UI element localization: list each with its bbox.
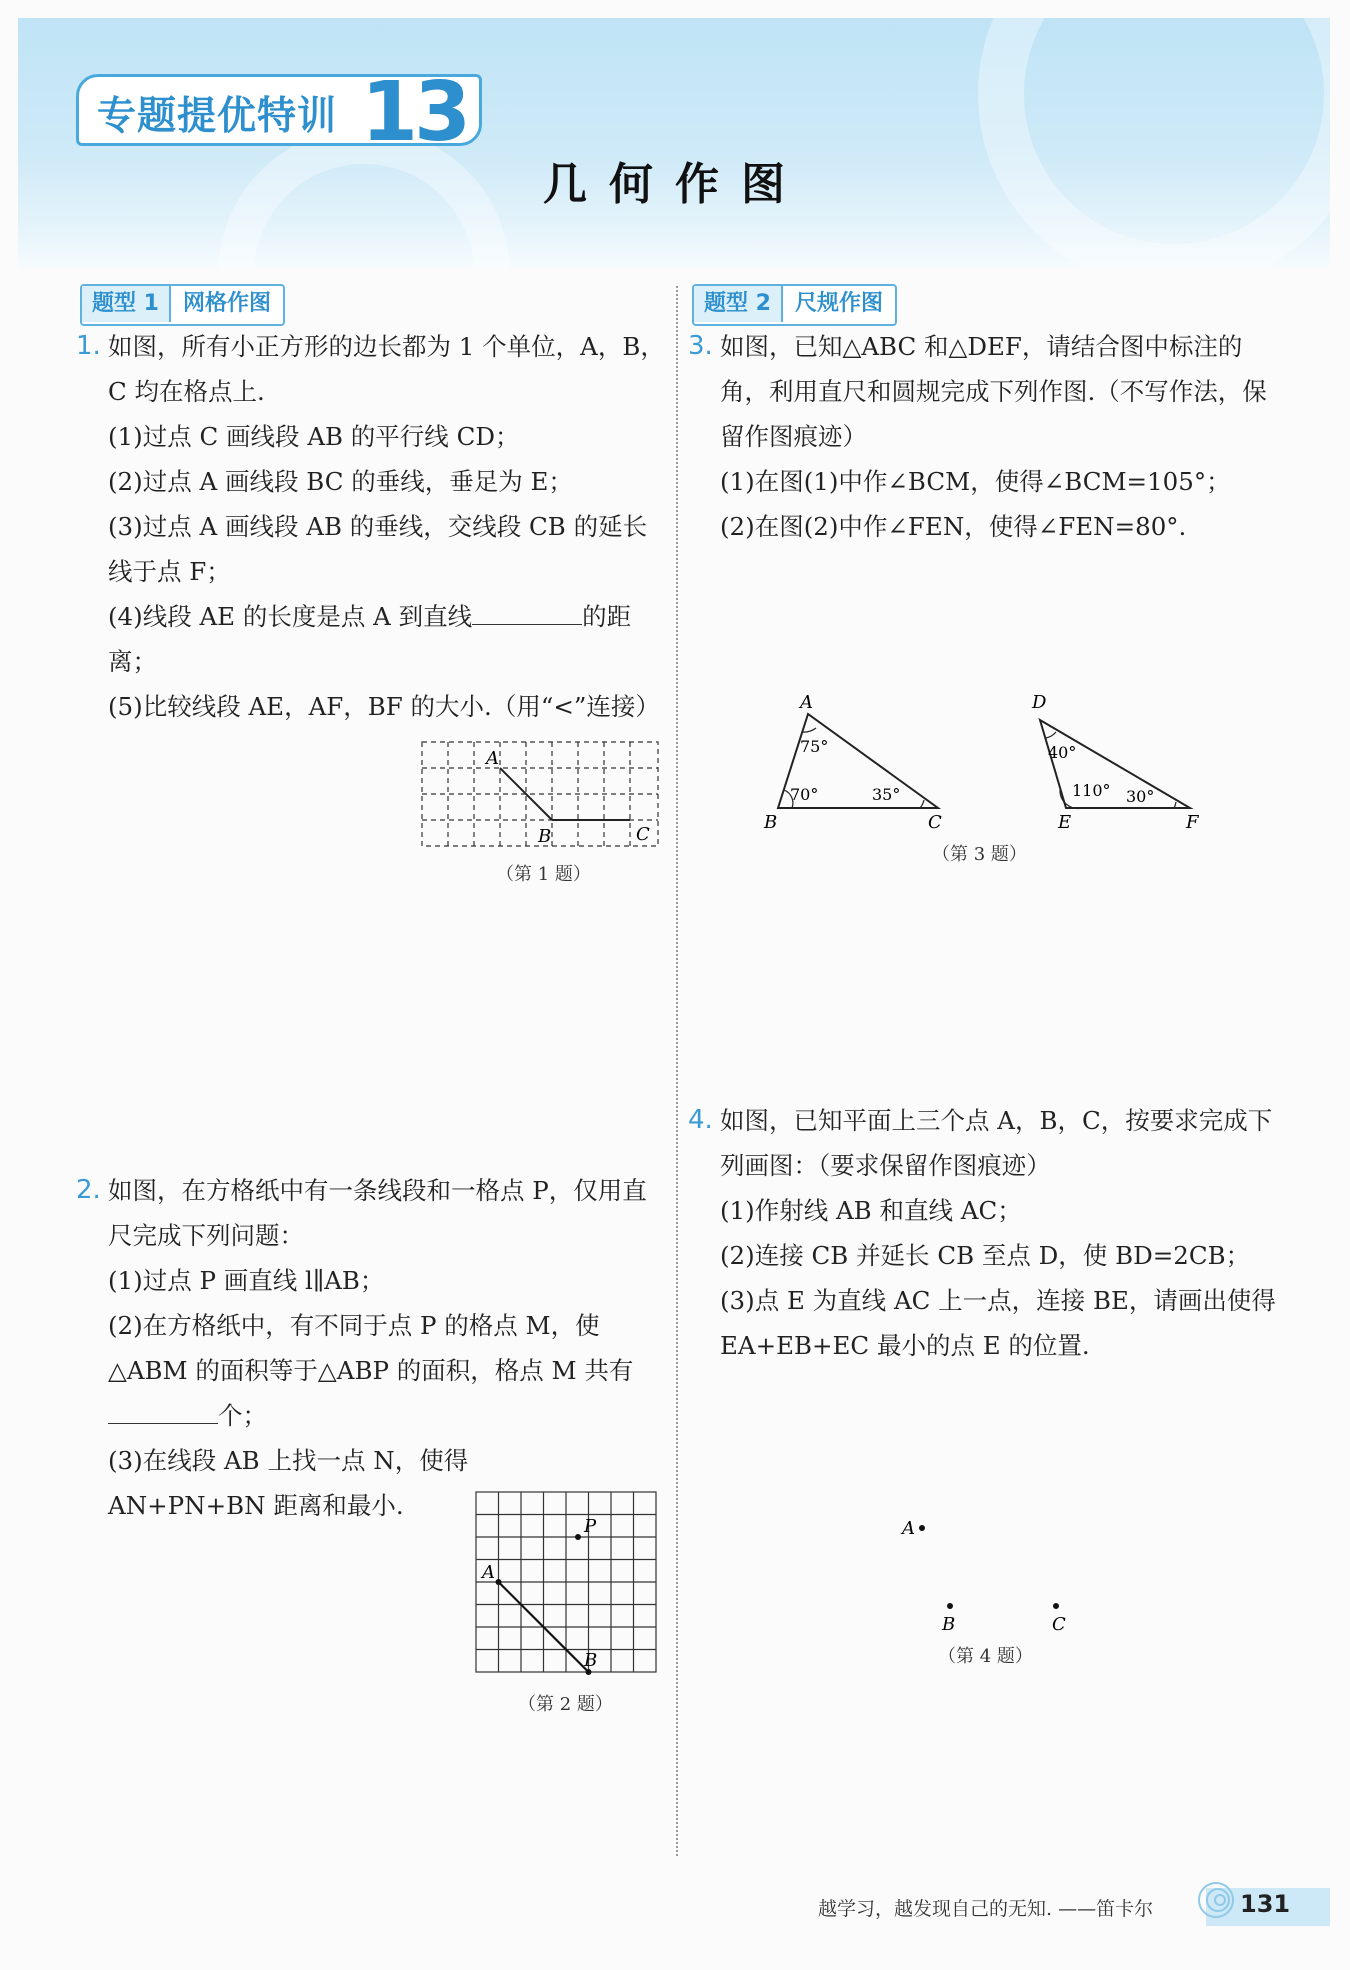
angle-label: 30° <box>1126 787 1155 806</box>
q1-grid-figure <box>418 738 664 854</box>
vertex-label-f: F <box>1186 812 1199 832</box>
question-text: (1)在图(1)中作∠BCM，使得∠BCM=105°； <box>720 467 1231 496</box>
angle-label: 40° <box>1048 743 1077 762</box>
question-text: (1)过点 C 画线段 AB 的平行线 CD； <box>108 422 520 451</box>
question-number: 2. <box>76 1175 101 1205</box>
section-tag-label: 网格作图 <box>182 291 271 316</box>
question-text: (4)线段 AE 的长度是点 A 到直线 的距离； <box>108 602 632 676</box>
point-label-b: B <box>538 826 552 847</box>
question-text: (2)过点 A 画线段 BC 的垂线，垂足为 E； <box>108 467 573 496</box>
answer-blank[interactable] <box>472 602 582 625</box>
figure-caption: （第 2 题） <box>518 1694 613 1715</box>
question-text: (3)过点 A 画线段 AB 的垂线，交线段 CB 的延长线于点 F； <box>108 512 648 586</box>
point-label-a: A <box>902 1518 915 1539</box>
vertex-label-a: A <box>800 692 813 713</box>
question-1 <box>76 324 668 729</box>
vertex-label-c: C <box>928 812 942 832</box>
decor-arc <box>978 18 1330 268</box>
question-2 <box>76 1168 668 1528</box>
figure-caption: （第 1 题） <box>496 864 591 885</box>
question-3 <box>688 324 1284 549</box>
topic-badge <box>76 65 482 160</box>
section-tag-number: 题型 1 <box>82 286 171 322</box>
point-label-a: A <box>486 748 499 769</box>
column-divider <box>676 286 678 1856</box>
angle-label: 110° <box>1072 781 1111 800</box>
question-text: (5)比较线段 AE，AF，BF 的大小.（用“<”连接） <box>108 692 660 721</box>
vertex-label-e: E <box>1058 812 1072 832</box>
section-tag-label: 尺规作图 <box>794 291 883 316</box>
vertex-label-b: B <box>764 812 778 832</box>
answer-blank[interactable] <box>108 1401 218 1424</box>
q2-grid-figure <box>472 1488 662 1678</box>
q3-triangles-figure <box>760 692 1210 832</box>
page-title: 几何作图 <box>543 159 807 210</box>
point-label-p: P <box>584 1516 597 1537</box>
q4-points-figure <box>890 1506 1090 1636</box>
section-tag-1 <box>80 284 285 326</box>
angle-label: 70° <box>790 785 819 804</box>
angle-label: 35° <box>872 785 901 804</box>
question-text: (1)作射线 AB 和直线 AC； <box>720 1196 1022 1225</box>
question-text: (3)在线段 AB 上找一点 N，使得 AN+PN+BN 距离和最小. <box>108 1446 469 1520</box>
figure-caption: （第 3 题） <box>932 844 1027 865</box>
section-tag-number: 题型 2 <box>694 286 783 322</box>
point-label-c: C <box>636 824 650 845</box>
question-text: 如图，在方格纸中有一条线段和一格点 P，仅用直尺完成下列问题： <box>108 1176 647 1250</box>
question-text: 如图，所有小正方形的边长都为 1 个单位，A，B，C 均在格点上. <box>108 332 665 406</box>
question-text: (1)过点 P 画直线 l∥AB； <box>108 1266 385 1295</box>
section-tag-2 <box>692 284 897 326</box>
badge-number: 13 <box>361 65 468 160</box>
point-label-b: B <box>942 1614 956 1635</box>
question-text: (2)连接 CB 并延长 CB 至点 D，使 BD=2CB； <box>720 1241 1251 1270</box>
question-text: (2)在方格纸中，有不同于点 P 的格点 M，使△ABM 的面积等于△ABP 的面积，格点 M 共有个； <box>108 1311 634 1430</box>
question-text: 如图，已知平面上三个点 A，B，C，按要求完成下列画图：（要求保留作图痕迹） <box>720 1106 1273 1180</box>
footer-quote: 越学习，越发现自己的无知. ——笛卡尔 <box>818 1898 1154 1920</box>
angle-label: 75° <box>800 737 829 756</box>
question-number: 3. <box>688 331 713 361</box>
point-label-c: C <box>1052 1614 1066 1635</box>
swirl-icon <box>1196 1880 1236 1920</box>
figure-caption: （第 4 题） <box>938 1646 1033 1667</box>
question-4 <box>688 1098 1284 1368</box>
question-text: (2)在图(2)中作∠FEN，使得∠FEN=80°. <box>720 512 1187 541</box>
badge-text: 专题提优特训 <box>97 94 338 139</box>
vertex-label-d: D <box>1032 692 1047 713</box>
page-number: 131 <box>1240 1890 1291 1918</box>
question-number: 1. <box>76 331 101 361</box>
question-text: (3)点 E 为直线 AC 上一点，连接 BE，请画出使得 EA+EB+EC 最小的点 E 的位置. <box>720 1286 1276 1360</box>
question-number: 4. <box>688 1105 713 1135</box>
point-label-b: B <box>584 1650 598 1671</box>
question-text: 如图，已知△ABC 和△DEF，请结合图中标注的角，利用直尺和圆规完成下列作图.（不写作法，保留作图痕迹） <box>720 332 1267 451</box>
point-label-a: A <box>482 1562 495 1583</box>
